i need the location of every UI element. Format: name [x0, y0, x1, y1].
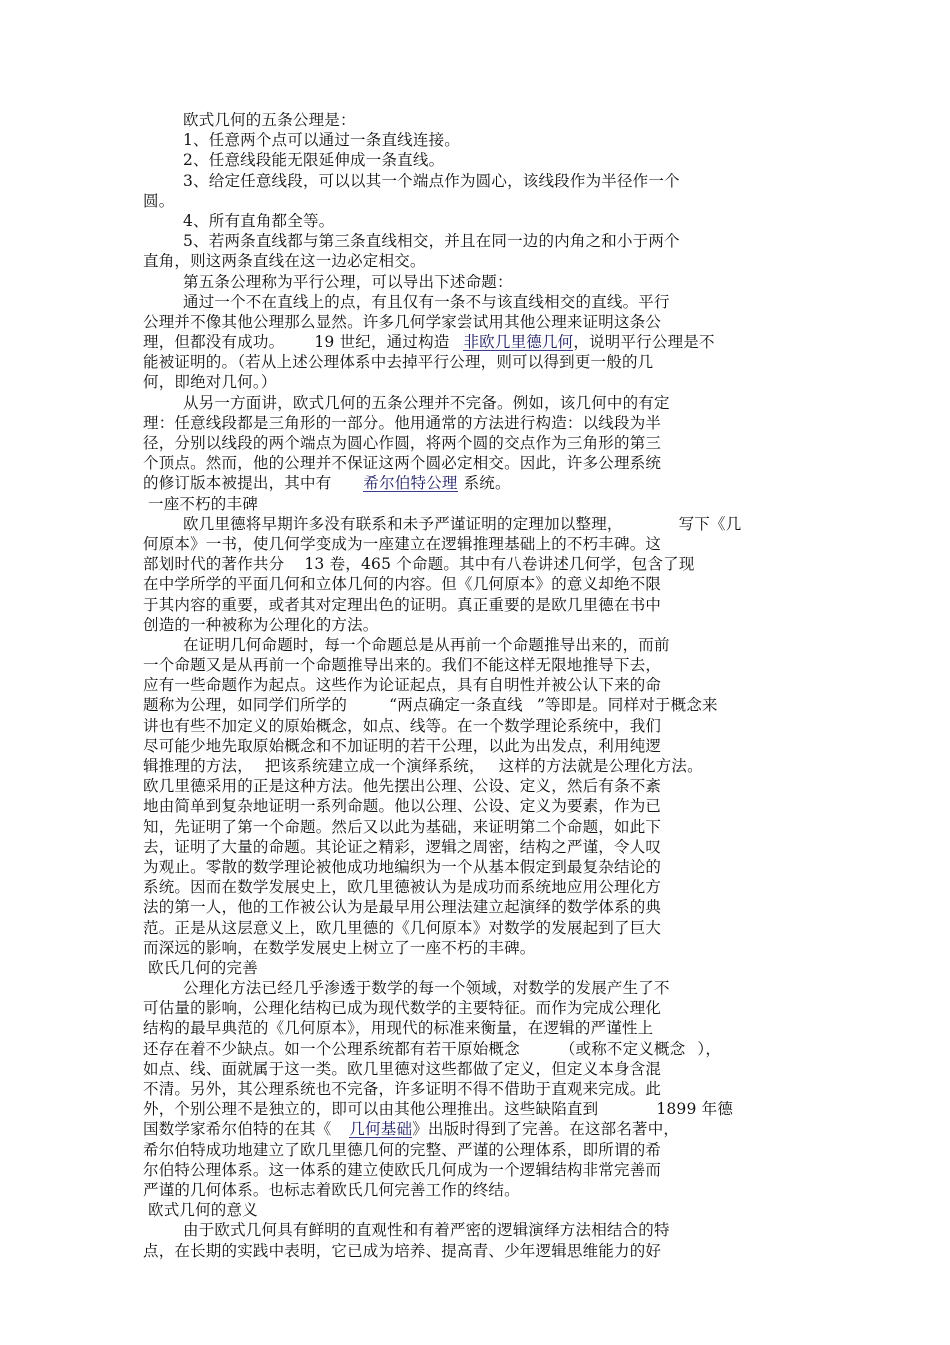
axiom-2: 2、任意线段能无限延伸成一条直线。	[183, 151, 445, 170]
axiom-5-line-1: 5、若两条直线都与第三条直线相交，并且在同一边的内角之和小于两个	[183, 232, 680, 251]
monument-paragraph-line: 为观止。零散的数学理论被他成功地编织为一个从基本假定到最复杂结论的	[143, 857, 662, 876]
link-foundations-of-geometry[interactable]: 几何基础	[349, 1120, 413, 1139]
text-span: 13 卷，465 个命题。其中有八卷讲述几何学，包含了现	[304, 555, 695, 574]
parallel-paragraph-line: 通过一个不在直线上的点，有且仅有一条不与该直线相交的直线。平行	[183, 292, 670, 311]
axiom-4: 4、所有直角都全等。	[183, 211, 335, 230]
monument-paragraph-line	[143, 695, 808, 715]
document-body	[143, 110, 808, 1261]
monument-paragraph-line: 讲也有些不加定义的原始概念，如点、线等。在一个数学理论系统中，我们	[143, 716, 662, 735]
text-span: ”等即是。同样对于概念来	[536, 696, 718, 715]
perfection-paragraph-line: 严谨的几何体系。也标志着欧氏几何完善工作的终结。	[143, 1180, 520, 1199]
monument-paragraph-line	[143, 514, 808, 534]
parallel-paragraph-line: 能被证明的。（若从上述公理体系中去掉平行公理，则可以得到更一般的几	[143, 353, 654, 372]
monument-paragraph-line: 在中学所学的平面几何和立体几何的内容。但《几何原本》的意义却绝不限	[143, 575, 662, 594]
text-span: 部划时代的著作共分	[143, 555, 285, 574]
text-span: ），	[697, 1039, 722, 1058]
parallel-paragraph-line: 公理并不像其他公理那么显然。许多几何学家尝试用其他公理来证明这条公	[143, 312, 662, 331]
monument-paragraph-line: 系统。因而在数学发展史上，欧几里德被认为是成功而系统地应用公理化方	[143, 878, 662, 897]
monument-paragraph-line: 范。正是从这层意义上，欧几里德的《几何原本》对数学的发展起到了巨大	[143, 918, 662, 937]
other-paragraph-line: 从另一方面讲，欧式几何的五条公理并不完备。例如，该几何中的有定	[183, 393, 670, 412]
monument-paragraph-line: 法的第一人，他的工作被公认为是最早用公理法建立起演绎的数学体系的典	[143, 898, 662, 917]
text-span: 》出版时得到了完善。在这部名著中，	[412, 1120, 680, 1139]
axiom-3-line-2: 圆。	[143, 191, 175, 210]
axiom-5-line-2: 直角，则这两条直线在这一边必定相交。	[143, 252, 426, 271]
monument-paragraph-line: 去，证明了大量的命题。其论证之精彩，逻辑之周密，结构之严谨，令人叹	[143, 837, 662, 856]
perfection-paragraph-line: 希尔伯特成功地建立了欧几里德几何的完整、严谨的公理体系，即所谓的希	[143, 1140, 662, 1159]
text-span: （或称不定义概念	[559, 1039, 686, 1058]
monument-paragraph-line: 何原本》一书，使几何学变成为一座建立在逻辑推理基础上的不朽丰碑。这	[143, 534, 662, 553]
text-span: 国数学家希尔伯特的在其《	[143, 1120, 332, 1139]
axioms-intro: 欧式几何的五条公理是：	[183, 111, 356, 129]
meaning-paragraph-line: 由于欧式几何具有鲜明的直观性和有着严密的逻辑演绎方法相结合的特	[183, 1221, 670, 1240]
parallel-paragraph-line	[143, 332, 808, 352]
text-span: 欧几里德将早期许多没有联系和未予严谨证明的定理加以整理，	[183, 514, 623, 533]
perfection-paragraph-line	[143, 1119, 808, 1139]
text-span: 外，个别公理不是独立的，即可以由其他公理推出。这些缺陷直到	[143, 1100, 599, 1119]
perfection-paragraph-line	[143, 1099, 808, 1119]
perfection-paragraph-line	[143, 1039, 808, 1059]
monument-paragraph-line: 创造的一种被称为公理化的方法。	[143, 615, 379, 634]
text-span: ，说明平行公理是不	[573, 333, 715, 352]
link-non-euclidean-geometry[interactable]: 非欧几里德几何	[463, 333, 574, 352]
text-span: 这样的方法就是公理化方法。	[498, 757, 703, 775]
section-heading-perfection: 欧氏几何的完善	[148, 958, 258, 977]
section-heading-monument: 一座不朽的丰碑	[148, 494, 258, 513]
monument-paragraph-line: 应有一些命题作为起点。这些作为论证起点，具有自明性并被公认下来的命	[143, 676, 662, 695]
monument-paragraph-line: 在证明几何命题时，每一个命题总是从再前一个命题推导出来的，而前	[183, 635, 670, 654]
perfection-paragraph-line: 公理化方法已经几乎渗透于数学的每一个领域，对数学的发展产生了不	[183, 979, 670, 998]
axiom-1: 1、任意两个点可以通过一条直线连接。	[183, 131, 460, 150]
link-hilbert-axioms[interactable]: 希尔伯特公理	[363, 474, 458, 493]
perfection-paragraph-line: 尔伯特公理体系。这一体系的建立使欧氏几何成为一个逻辑结构非常完善而	[143, 1160, 662, 1179]
text-span: 1899 年德	[656, 1100, 734, 1119]
other-paragraph-line: 径，分别以线段的两个端点为圆心作圆，将两个圆的交点作为三角形的第三	[143, 434, 662, 452]
meaning-paragraph-line: 点，在长期的实践中表明，它已成为培养、提高青、少年逻辑思维能力的好	[143, 1241, 662, 1260]
text-span: 系统。	[463, 474, 511, 493]
other-paragraph-line: 理：任意线段都是三角形的一部分。他用通常的方法进行构造：以线段为半	[143, 413, 662, 432]
parallel-paragraph-line: 何，即绝对几何。）	[143, 373, 277, 392]
text-span: 把该系统建立成一个演绎系统，	[264, 757, 485, 775]
text-span: 题称为公理，如同学们所学的	[143, 696, 348, 715]
monument-paragraph-line: 地由简单到复杂地证明一系列命题。他以公理、公设、定义为要素，作为已	[143, 797, 662, 816]
monument-paragraph-line: 欧几里德采用的正是这种方法。他先摆出公理、公设、定义，然后有条不紊	[143, 777, 662, 796]
text-span: “两点确定一条直线	[389, 696, 523, 715]
monument-paragraph-line: 而深远的影响，在数学发展史上树立了一座不朽的丰碑。	[143, 938, 536, 957]
text-span: 的修订版本被提出，其中有	[143, 474, 332, 493]
text-span: 理，但都没有成功。	[143, 333, 285, 352]
monument-paragraph-line: 一个命题又是从再前一个命题推导出来的。我们不能这样无限地推导下去，	[143, 656, 662, 675]
section-heading-meaning: 欧式几何的意义	[148, 1201, 258, 1220]
monument-paragraph-line	[143, 554, 808, 574]
perfection-paragraph-line: 结构的最早典范的《几何原本》，用现代的标准来衡量，在逻辑的严谨性上	[143, 1019, 654, 1038]
monument-paragraph-line	[143, 756, 808, 776]
other-paragraph-line	[143, 473, 808, 493]
perfection-paragraph-line: 不清。另外，其公理系统也不完备，许多证明不得不借助于直观来完成。此	[143, 1080, 662, 1098]
text-span: 写下《几	[678, 514, 742, 533]
text-span: 辑推理的方法，	[143, 757, 253, 775]
monument-paragraph-line: 尽可能少地先取原始概念和不加证明的若干公理，以此为出发点，利用纯逻	[143, 736, 662, 755]
perfection-paragraph-line: 可估量的影响，公理化结构已成为现代数学的主要特征。而作为完成公理化	[143, 999, 662, 1018]
text-span: 还存在着不少缺点。如一个公理系统都有若干原始概念	[143, 1039, 520, 1058]
monument-paragraph-line: 知，先证明了第一个命题。然后又以此为基础，来证明第二个命题，如此下	[143, 817, 662, 836]
other-paragraph-line: 个顶点。然而，他的公理并不保证这两个圆必定相交。因此，许多公理系统	[143, 454, 662, 473]
text-span: 19 世纪，通过构造	[314, 333, 450, 352]
perfection-paragraph-line: 如点、线、面就属于这一类。欧几里德对这些都做了定义，但定义本身含混	[143, 1059, 662, 1078]
fifth-axiom-paragraph: 第五条公理称为平行公理，可以导出下述命题：	[183, 272, 513, 291]
monument-paragraph-line: 于其内容的重要，或者其对定理出色的证明。真正重要的是欧几里德在书中	[143, 595, 662, 614]
axiom-3-line-1: 3、给定任意线段，可以以其一个端点作为圆心，该线段作为半径作一个	[183, 171, 680, 190]
